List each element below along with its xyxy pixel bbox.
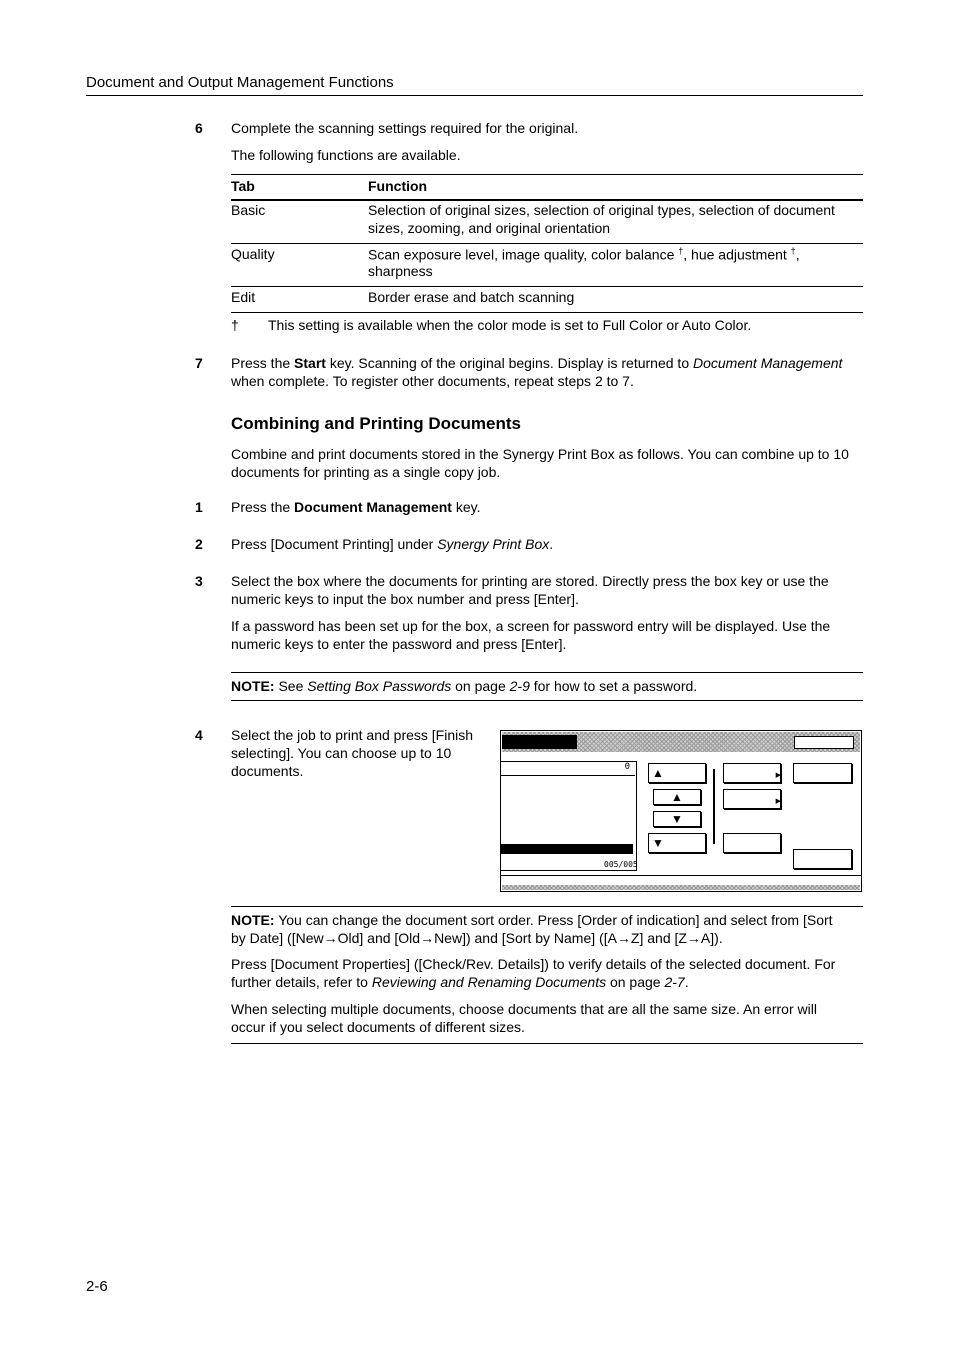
footnote-text: This setting is available when the color mode is set to Full Color or Auto Color. xyxy=(268,317,752,333)
table-rule xyxy=(231,243,863,244)
step6-subtext: The following functions are available. xyxy=(231,147,461,163)
list-item[interactable] xyxy=(501,844,633,854)
step-number: 1 xyxy=(195,499,203,515)
document-list xyxy=(501,761,637,871)
section-heading: Combining and Printing Documents xyxy=(231,414,521,433)
note-rule xyxy=(231,906,863,907)
table-cell-function: sizes, zooming, and original orientation xyxy=(368,220,611,236)
step4-text: Select the job to print and press [Finish selecting]. You can choose up to 10 documents. xyxy=(231,727,474,779)
divider xyxy=(713,769,715,844)
note-rule xyxy=(231,1043,863,1044)
section-intro: Combine and print documents stored in the Synergy Print Box as follows. You can combine up to 10 documents for printing as a single copy job. xyxy=(231,446,849,480)
submenu-arrow-icon: ▶ xyxy=(775,798,781,805)
table-header-tab: Tab xyxy=(231,178,255,194)
note-sort-order: NOTE: You can change the document sort order. Press [Order of indication] and select from [Sort by Date] ([New→Old] and [Old→New]) and [Sort by Name] ([A→Z] and [Z→A]). xyxy=(231,912,833,946)
title-label xyxy=(502,735,577,749)
page-up-button[interactable] xyxy=(648,763,706,783)
table-header-function: Function xyxy=(368,178,428,194)
page-number: 2-6 xyxy=(86,1278,108,1295)
order-of-indication-button[interactable] xyxy=(723,763,781,783)
step-number: 2 xyxy=(195,536,203,552)
step7-text: Press the Start key. Scanning of the original begins. Display is returned to Document Management when complete. To register other documents, repeat steps 2 to 7. xyxy=(231,355,843,389)
page-down-button[interactable] xyxy=(648,833,706,853)
table-cell-tab: Basic xyxy=(231,202,266,218)
page-down-icon: ▼ xyxy=(652,836,664,850)
selected-count: 0 xyxy=(624,762,630,772)
table-cell-tab: Quality xyxy=(231,246,275,262)
step3-subtext: If a password has been set up for the box, a screen for password entry will be displayed. Use the numeric keys to enter the password and press [Enter]. xyxy=(231,618,831,652)
table-rule xyxy=(231,286,863,287)
page-up-icon: ▲ xyxy=(652,766,664,780)
table-cell-tab: Edit xyxy=(231,289,256,305)
cancel-button[interactable] xyxy=(793,763,852,783)
scroll-up-button[interactable] xyxy=(653,789,701,805)
step1-text: Press the Document Management key. xyxy=(231,499,481,515)
step-number: 7 xyxy=(195,355,203,371)
note-properties: Press [Document Properties] ([Check/Rev. Details]) to verify details of the selected document. For further details, refer to Reviewing and Renaming Documents on page 2-7. xyxy=(231,956,836,990)
detail-button[interactable] xyxy=(723,833,781,853)
step-number: 6 xyxy=(195,120,203,136)
step6-text: Complete the scanning settings required for the original. xyxy=(231,120,579,136)
selected-count-field xyxy=(501,762,635,776)
touch-panel-screenshot xyxy=(500,730,862,892)
arrow-down-icon: ▼ xyxy=(671,812,683,826)
table-cell-function: Scan exposure level, image quality, color balance †, hue adjustment †, xyxy=(368,246,800,263)
table-cell-function: Border erase and batch scanning xyxy=(368,289,575,305)
footnote-mark: † xyxy=(231,317,239,333)
header-rule xyxy=(86,95,863,96)
table-rule xyxy=(231,312,863,313)
table-header-rule xyxy=(231,199,863,201)
running-header: Document and Output Management Functions xyxy=(86,74,394,91)
status-rule xyxy=(501,875,861,876)
document-properties-button[interactable] xyxy=(723,789,781,809)
arrow-up-icon: ▲ xyxy=(671,790,683,804)
step-number: 3 xyxy=(195,573,203,589)
table-cell-function: sharpness xyxy=(368,263,433,279)
table-cell-function: Selection of original sizes, selection of original types, selection of document xyxy=(368,202,835,218)
step3-text: Select the box where the documents for printing are stored. Directly press the box key or use the numeric keys to input the box number and press [Enter]. xyxy=(231,573,829,607)
table-rule xyxy=(231,174,863,175)
note-rule xyxy=(231,700,863,701)
note-rule xyxy=(231,672,863,673)
submenu-arrow-icon: ▶ xyxy=(775,772,781,779)
close-button[interactable] xyxy=(794,736,854,749)
status-bar xyxy=(502,885,860,890)
finish-selecting-button[interactable] xyxy=(793,849,852,869)
note-password: NOTE: See Setting Box Passwords on page 2-9 for how to set a password. xyxy=(231,678,698,694)
note-same-size: When selecting multiple documents, choose documents that are all the same size. An error will occur if you select documents of different sizes. xyxy=(231,1001,817,1035)
step2-text: Press [Document Printing] under Synergy Print Box. xyxy=(231,536,554,552)
step-number: 4 xyxy=(195,727,203,743)
page-indicator: 005/005 xyxy=(604,860,638,869)
scroll-down-button[interactable] xyxy=(653,811,701,827)
